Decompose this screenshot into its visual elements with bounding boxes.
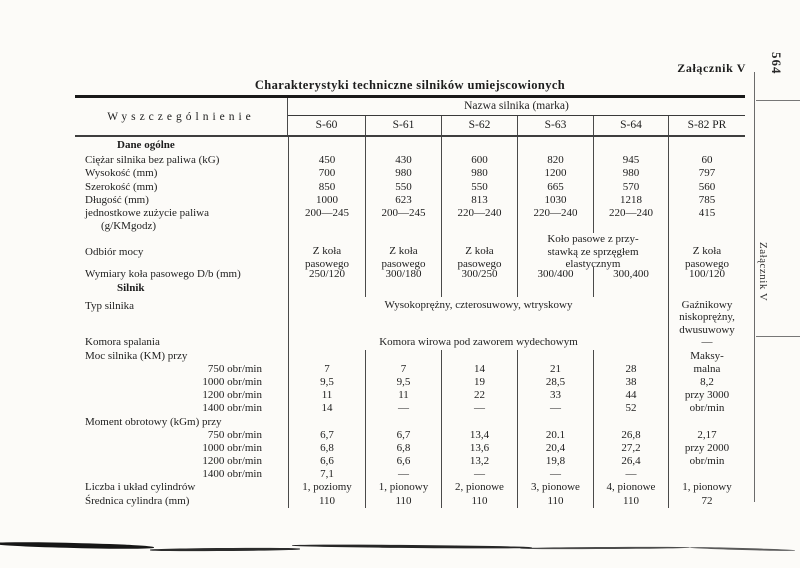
row-label: Szerokość (mm) — [85, 180, 158, 193]
table-cell: przy 2000 — [668, 442, 745, 455]
table-cell: 110 — [288, 494, 365, 508]
table-cell — [593, 350, 668, 364]
table-cell: Z koła pasowego — [365, 233, 441, 267]
table-cell — [517, 415, 593, 429]
row-label: 1000 obr/min — [202, 376, 262, 389]
row-label: Komora spalania — [85, 335, 160, 348]
row-label: Ciężar silnika bez paliwa (kG) — [85, 153, 220, 166]
table-cell — [365, 137, 441, 153]
table-row — [75, 363, 745, 376]
table-cell: 700 — [288, 167, 365, 181]
table-row — [75, 153, 745, 167]
table-cell: 6,6 — [365, 455, 441, 468]
table-cell: — — [365, 468, 441, 481]
table-row — [75, 137, 745, 153]
table-cell: 110 — [441, 494, 517, 508]
table-row — [75, 350, 745, 364]
table-cell: 220—240 — [517, 207, 593, 233]
table-cell: 9,5 — [365, 376, 441, 389]
scan-edge-artifact — [0, 541, 154, 550]
table-cell: 20.1 — [517, 429, 593, 442]
row-label: Silnik — [117, 282, 145, 295]
table-cell: 1218 — [593, 194, 668, 208]
row-label: Moment obrotowy (kGm) przy — [85, 415, 222, 428]
table-cell — [365, 415, 441, 429]
table-cell: 11 — [288, 389, 365, 402]
table-cell — [517, 350, 593, 364]
table-row — [75, 297, 745, 335]
side-page-number: 564 — [769, 52, 784, 75]
table-cell: 19 — [441, 376, 517, 389]
table-cell: 11 — [365, 389, 441, 402]
side-attachment-label: Załącznik V — [757, 242, 769, 302]
table-cell: 28 — [593, 363, 668, 376]
table-cell: 60 — [668, 153, 745, 167]
table-cell — [593, 281, 668, 297]
table-cell: 797 — [668, 167, 745, 181]
table-cell: Z koła pasowego — [668, 233, 745, 267]
table-cell: 14 — [441, 363, 517, 376]
table-cell: 250/120 — [288, 267, 365, 281]
table-cell: Gaźnikowy niskoprężny, dwusuwowy — [668, 297, 745, 335]
table-cell — [288, 350, 365, 364]
table-cell: przy 3000 — [668, 389, 745, 402]
row-label: jednostkowe zużycie paliwa (g/KMgodz) — [85, 207, 210, 232]
row-label: 750 obr/min — [207, 363, 262, 376]
table-row — [75, 494, 745, 508]
table-cell: 1000 — [288, 194, 365, 208]
table-cell: 22 — [441, 389, 517, 402]
table-cell: 1, poziomy — [288, 481, 365, 495]
margin-rule-top — [756, 100, 800, 101]
scan-edge-artifact — [520, 547, 690, 550]
column-header-s60: S-60 — [315, 119, 338, 131]
row-label: Typ silnika — [85, 299, 135, 312]
row-label: Liczba i układ cylindrów — [85, 481, 196, 493]
scan-edge-artifact — [150, 547, 300, 551]
table-row — [75, 429, 745, 442]
table-cell: 1, pionowy — [365, 481, 441, 495]
table-cell: 21 — [517, 363, 593, 376]
table-cell: — — [441, 402, 517, 415]
table-cell: 14 — [288, 402, 365, 415]
table-cell — [593, 137, 668, 153]
table-cell: Z koła pasowego — [288, 233, 365, 267]
table-cell: 600 — [441, 153, 517, 167]
table-row — [75, 180, 745, 194]
table-cell: 33 — [517, 389, 593, 402]
table-cell: Komora wirowa pod zaworem wydechowym — [288, 335, 668, 350]
table-cell: 220—240 — [441, 207, 517, 233]
table-cell: 6,8 — [288, 442, 365, 455]
table-cell: 28,5 — [517, 376, 593, 389]
row-label: 750 obr/min — [207, 428, 262, 441]
margin-vertical-rule — [754, 72, 755, 502]
table-cell — [668, 281, 745, 297]
table-cell — [668, 415, 745, 429]
table-cell: — — [517, 468, 593, 481]
table-row — [75, 468, 745, 481]
table-cell: 13,6 — [441, 442, 517, 455]
table-cell: 6,8 — [365, 442, 441, 455]
table-cell: 300/400 — [517, 267, 593, 281]
table-cell: 813 — [441, 194, 517, 208]
column-header-s82pr: S-82 PR — [668, 116, 745, 135]
table-cell: 44 — [593, 389, 668, 402]
engine-group-header: Nazwa silnika (marka) — [288, 98, 745, 116]
table-cell: 7 — [288, 363, 365, 376]
table-cell: Koło pasowe z przy- stawką ze sprzęgłem elastycznym — [517, 233, 668, 267]
table-cell — [288, 281, 365, 297]
table-row — [75, 389, 745, 402]
table-cell: obr/min — [668, 402, 745, 415]
column-header-s64: S-64 — [593, 116, 668, 135]
table-cell: 52 — [593, 402, 668, 415]
table-cell: 20,4 — [517, 442, 593, 455]
attachment-label: Załącznik V — [677, 61, 746, 75]
row-label: Wymiary koła pasowego D/b (mm) — [85, 267, 241, 280]
table-cell: 6,7 — [365, 429, 441, 442]
table-cell — [593, 415, 668, 429]
row-label: 1000 obr/min — [202, 441, 262, 454]
table-cell: 110 — [517, 494, 593, 508]
table-cell: 2,17 — [668, 429, 745, 442]
table-row — [75, 207, 745, 233]
table-cell — [365, 281, 441, 297]
table-cell: — — [593, 468, 668, 481]
table-cell: 665 — [517, 180, 593, 194]
table-cell: 19,8 — [517, 455, 593, 468]
margin-rule-bottom — [756, 336, 800, 337]
table-cell: 110 — [593, 494, 668, 508]
table-cell — [517, 281, 593, 297]
page-title: Charakterystyki techniczne silników umiejscowionych — [254, 78, 566, 92]
table-row — [75, 402, 745, 415]
table-row — [75, 281, 745, 297]
table-cell — [365, 350, 441, 364]
table-cell: 300,400 — [593, 267, 668, 281]
table-cell: 100/120 — [668, 267, 745, 281]
table-cell: 1030 — [517, 194, 593, 208]
table-cell: 9,5 — [288, 376, 365, 389]
column-header-s62: S-62 — [441, 116, 517, 135]
table-cell: Wysokoprężny, czterosuwowy, wtryskowy — [288, 297, 668, 335]
table-row — [75, 233, 745, 270]
table-cell: 3, pionowe — [517, 481, 593, 495]
table-body — [75, 137, 745, 508]
table-cell: 200—245 — [365, 207, 441, 233]
table-row — [75, 455, 745, 468]
table-cell — [668, 468, 745, 481]
column-header-s63: S-63 — [517, 116, 593, 135]
table-cell: 2, pionowe — [441, 481, 517, 495]
table-cell: 1, pionowy — [668, 481, 745, 495]
table-cell: 38 — [593, 376, 668, 389]
table-cell: 4, pionowe — [593, 481, 668, 495]
table-cell: 415 — [668, 207, 745, 233]
table-cell: 6,7 — [288, 429, 365, 442]
row-label: 1200 obr/min — [202, 389, 262, 402]
column-header-s61: S-61 — [365, 116, 441, 135]
table-cell: 623 — [365, 194, 441, 208]
row-label: Wysokość (mm) — [85, 167, 158, 179]
table-cell: 72 — [668, 494, 745, 508]
row-label: Odbiór mocy — [85, 246, 144, 258]
table-row — [75, 194, 745, 208]
row-label: 1400 obr/min — [202, 402, 262, 415]
table-header — [75, 95, 745, 137]
table-cell: 430 — [365, 153, 441, 167]
table-cell: — — [365, 402, 441, 415]
specification-column-header: Wyszczególnienie — [107, 110, 255, 123]
row-label: 1400 obr/min — [202, 467, 262, 480]
table-row — [75, 415, 745, 429]
table-cell: 110 — [365, 494, 441, 508]
table-cell: — — [517, 402, 593, 415]
table-cell: 13,4 — [441, 429, 517, 442]
table-cell: 7 — [365, 363, 441, 376]
table-cell: Z koła pasowego — [441, 233, 517, 267]
row-label: Dane ogólne — [117, 138, 175, 151]
table-cell — [441, 350, 517, 364]
table-cell — [441, 281, 517, 297]
table-cell: 26,4 — [593, 455, 668, 468]
table-cell: 27,2 — [593, 442, 668, 455]
table-cell: Maksy- — [668, 350, 745, 364]
table-cell: 980 — [365, 167, 441, 181]
table-cell — [288, 137, 365, 153]
table-cell — [668, 137, 745, 153]
table-cell: 300/180 — [365, 267, 441, 281]
table-cell: 980 — [593, 167, 668, 181]
table-cell: 850 — [288, 180, 365, 194]
table-cell: 820 — [517, 153, 593, 167]
scan-edge-artifact — [690, 547, 795, 552]
table-cell: 26,8 — [593, 429, 668, 442]
scan-edge-artifact — [292, 544, 532, 549]
table-cell: 7,1 — [288, 468, 365, 481]
table-cell — [288, 415, 365, 429]
table-cell: 1200 — [517, 167, 593, 181]
table-row — [75, 376, 745, 389]
table-row — [75, 481, 745, 495]
row-label: 1200 obr/min — [202, 454, 262, 467]
table-cell: 6,6 — [288, 455, 365, 468]
engine-specs-table — [75, 95, 745, 508]
row-label: Długość (mm) — [85, 194, 149, 206]
table-cell: obr/min — [668, 455, 745, 468]
row-label: Moc silnika (KM) przy — [85, 350, 188, 362]
table-cell: 450 — [288, 153, 365, 167]
table-row — [75, 335, 745, 350]
table-cell: 945 — [593, 153, 668, 167]
table-cell: 300/250 — [441, 267, 517, 281]
table-cell — [517, 137, 593, 153]
table-row — [75, 167, 745, 181]
table-cell — [441, 415, 517, 429]
table-row — [75, 442, 745, 455]
table-cell: 8,2 — [668, 376, 745, 389]
engine-columns-group — [287, 98, 745, 135]
table-cell: 570 — [593, 180, 668, 194]
table-cell — [441, 137, 517, 153]
table-row — [75, 267, 745, 281]
table-cell: — — [441, 468, 517, 481]
row-label: Średnica cylindra (mm) — [85, 494, 190, 507]
engine-column-headers — [288, 116, 745, 135]
table-cell: 560 — [668, 180, 745, 194]
table-cell: 785 — [668, 194, 745, 208]
table-cell: 220—240 — [593, 207, 668, 233]
table-cell: 13,2 — [441, 455, 517, 468]
table-cell: malna — [668, 363, 745, 376]
table-cell: 550 — [441, 180, 517, 194]
table-cell: 550 — [365, 180, 441, 194]
table-cell: 980 — [441, 167, 517, 181]
table-cell: 200—245 — [288, 207, 365, 233]
table-cell: — — [668, 335, 745, 350]
